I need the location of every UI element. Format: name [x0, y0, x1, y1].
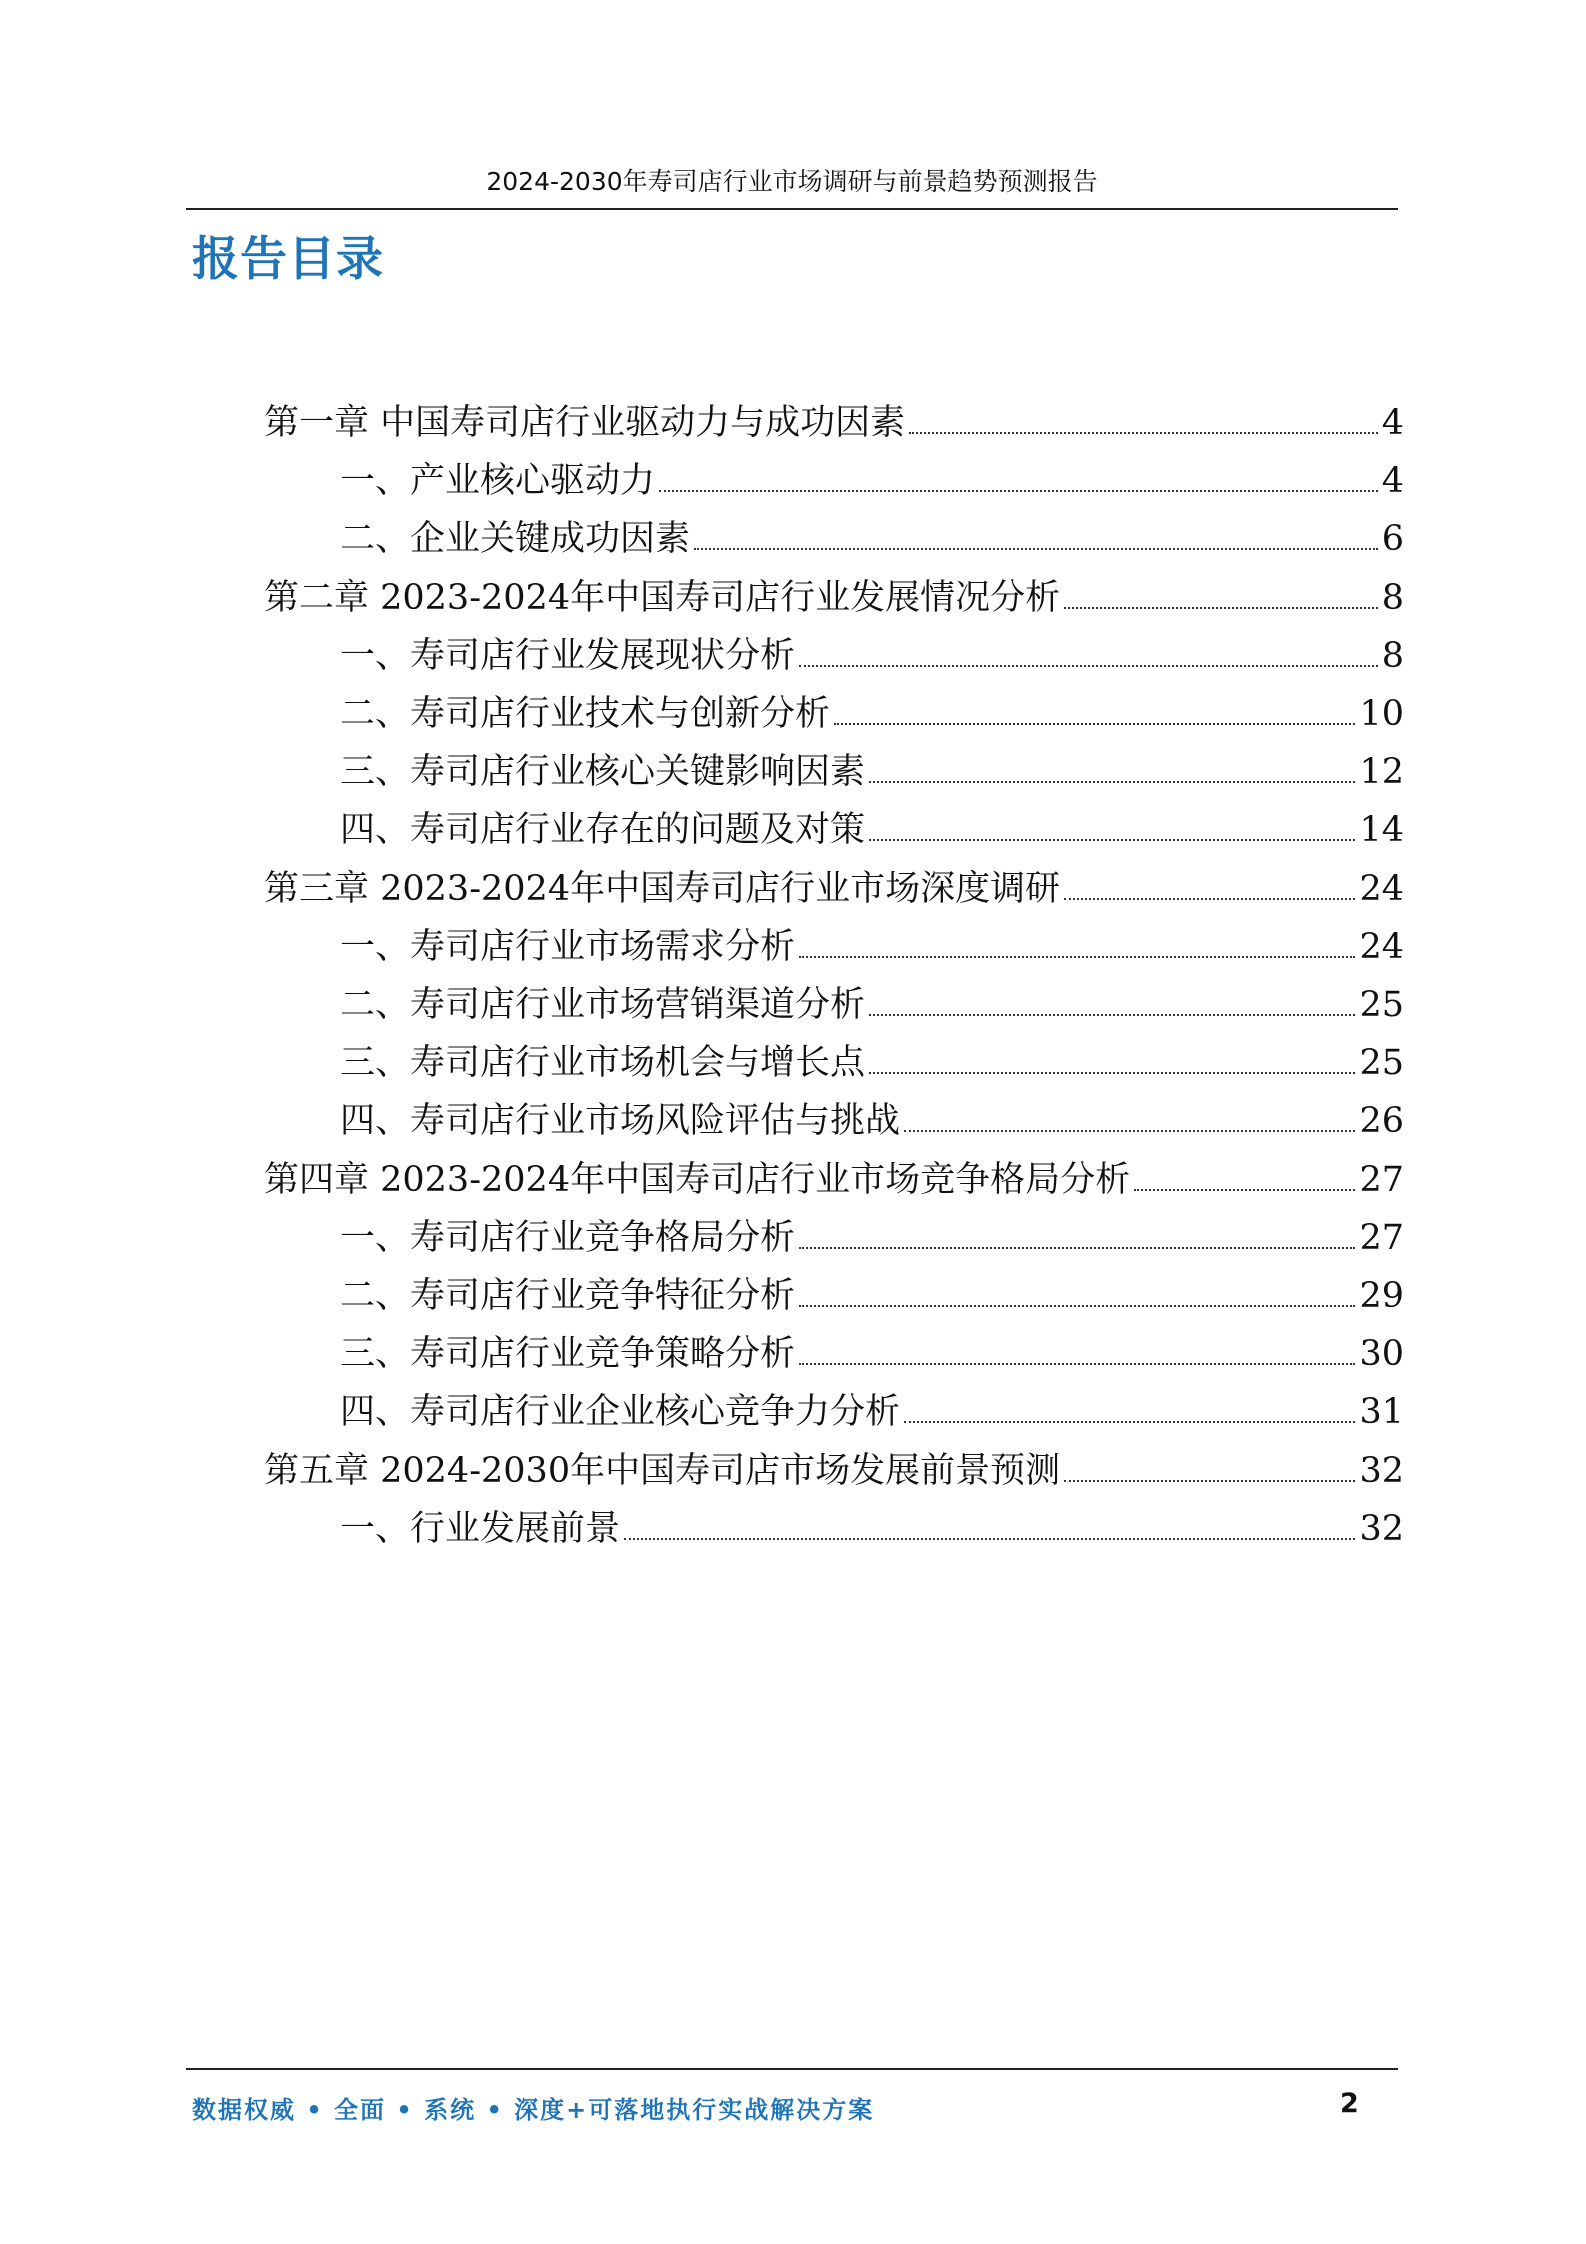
dot-leader [799, 1213, 1355, 1249]
toc-chapter-entry[interactable] [0, 864, 1586, 914]
toc-section-entry[interactable] [0, 922, 1586, 972]
toc-section-entry[interactable] [0, 980, 1586, 1030]
report-title: 2024-2030年寿司店行业市场调研与前景趋势预测报告 [486, 167, 1098, 196]
toc-entry-label: 第一章 中国寿司店行业驱动力与成功因素 [264, 403, 906, 443]
dot-leader [1064, 573, 1378, 609]
toc-section-entry[interactable] [0, 1038, 1586, 1088]
toc-entry-page: 29 [1359, 1276, 1404, 1316]
toc-entry-page: 6 [1381, 519, 1404, 560]
dot-leader [904, 1387, 1355, 1423]
dot-leader [869, 1038, 1355, 1074]
toc-chapter-entry[interactable] [0, 398, 1586, 448]
toc-entry-label: 二、寿司店行业竞争特征分析 [340, 1276, 796, 1316]
dot-leader [624, 1504, 1355, 1540]
toc-entry-page: 14 [1359, 810, 1404, 851]
dot-leader [799, 631, 1378, 667]
toc-entry-label: 第二章 2023-2024年中国寿司店行业发展情况分析 [264, 577, 1061, 618]
toc-section-entry[interactable] [0, 1329, 1586, 1379]
toc-entry-label: 二、寿司店行业技术与创新分析 [340, 694, 831, 734]
dot-leader [834, 689, 1355, 725]
toc-entry-page: 27 [1359, 1159, 1404, 1200]
toc-entry-label: 三、寿司店行业市场机会与增长点 [340, 1043, 866, 1084]
footer-slogan: 数据权威 • 全面 • 系统 • 深度+可落地执行实战解决方案 [192, 2096, 875, 2124]
toc-section-entry[interactable] [0, 1271, 1586, 1321]
dot-leader [869, 805, 1355, 841]
toc-entry-page: 25 [1359, 1043, 1404, 1084]
dot-leader [799, 1329, 1355, 1365]
toc-entry-label: 一、寿司店行业发展现状分析 [340, 635, 796, 676]
toc-entry-page: 31 [1359, 1392, 1404, 1433]
dot-leader [909, 398, 1378, 434]
toc-section-entry[interactable] [0, 1504, 1586, 1554]
dot-leader [799, 1271, 1355, 1307]
toc-section-entry[interactable] [0, 1096, 1586, 1146]
dot-leader [659, 456, 1378, 492]
toc-entry-label: 四、寿司店行业市场风险评估与挑战 [340, 1101, 901, 1142]
toc-entry-page: 25 [1359, 985, 1404, 1025]
toc-entry-label: 一、寿司店行业竞争格局分析 [340, 1217, 796, 1258]
toc-heading: 报告目录 [192, 232, 384, 287]
toc-section-entry[interactable] [0, 689, 1586, 739]
toc-entry-page: 26 [1359, 1101, 1404, 1142]
dot-leader [1064, 1446, 1355, 1482]
toc-entry-page: 12 [1359, 752, 1404, 793]
toc-chapter-entry[interactable] [0, 1446, 1586, 1496]
toc-entry-page: 27 [1359, 1217, 1404, 1258]
toc-entry-page: 4 [1381, 461, 1404, 502]
toc-chapter-entry[interactable] [0, 573, 1586, 623]
toc-chapter-entry[interactable] [0, 1155, 1586, 1205]
toc-entry-label: 二、企业关键成功因素 [340, 519, 691, 560]
toc-entry-page: 4 [1381, 403, 1404, 443]
toc-section-entry[interactable] [0, 805, 1586, 855]
toc-section-entry[interactable] [0, 747, 1586, 797]
dot-leader [1064, 864, 1355, 900]
dot-leader [1134, 1155, 1355, 1191]
page-number: 2 [1340, 2088, 1359, 2119]
dot-leader [869, 747, 1355, 783]
toc-entry-page: 10 [1359, 694, 1404, 734]
toc-entry-label: 二、寿司店行业市场营销渠道分析 [340, 985, 866, 1025]
toc-entry-page: 32 [1359, 1508, 1404, 1549]
toc-section-entry[interactable] [0, 631, 1586, 681]
dot-leader [869, 980, 1355, 1016]
footer-divider [186, 2068, 1398, 2070]
dot-leader [799, 922, 1355, 958]
toc-entry-label: 第四章 2023-2024年中国寿司店行业市场竞争格局分析 [264, 1159, 1131, 1200]
dot-leader [694, 514, 1378, 550]
toc-entry-label: 一、行业发展前景 [340, 1508, 621, 1549]
toc-entry-page: 8 [1381, 577, 1404, 618]
toc-entry-page: 8 [1381, 635, 1404, 676]
toc-entry-label: 一、产业核心驱动力 [340, 461, 656, 502]
header-divider [186, 208, 1398, 210]
toc-section-entry[interactable] [0, 1387, 1586, 1437]
toc-entry-label: 第三章 2023-2024年中国寿司店行业市场深度调研 [264, 868, 1061, 909]
toc-section-entry[interactable] [0, 514, 1586, 564]
toc-entry-label: 四、寿司店行业企业核心竞争力分析 [340, 1392, 901, 1433]
toc-entry-page: 24 [1359, 926, 1404, 967]
toc-entry-label: 三、寿司店行业核心关键影响因素 [340, 752, 866, 793]
toc-entry-page: 32 [1359, 1450, 1404, 1491]
toc-entry-label: 一、寿司店行业市场需求分析 [340, 926, 796, 967]
dot-leader [904, 1096, 1355, 1132]
toc-section-entry[interactable] [0, 1213, 1586, 1263]
toc-entry-page: 30 [1359, 1334, 1404, 1375]
toc-entry-page: 24 [1359, 868, 1404, 909]
toc-entry-label: 三、寿司店行业竞争策略分析 [340, 1334, 796, 1375]
toc-entry-label: 四、寿司店行业存在的问题及对策 [340, 810, 866, 851]
toc-section-entry[interactable] [0, 456, 1586, 506]
toc-entry-label: 第五章 2024-2030年中国寿司店市场发展前景预测 [264, 1450, 1061, 1491]
